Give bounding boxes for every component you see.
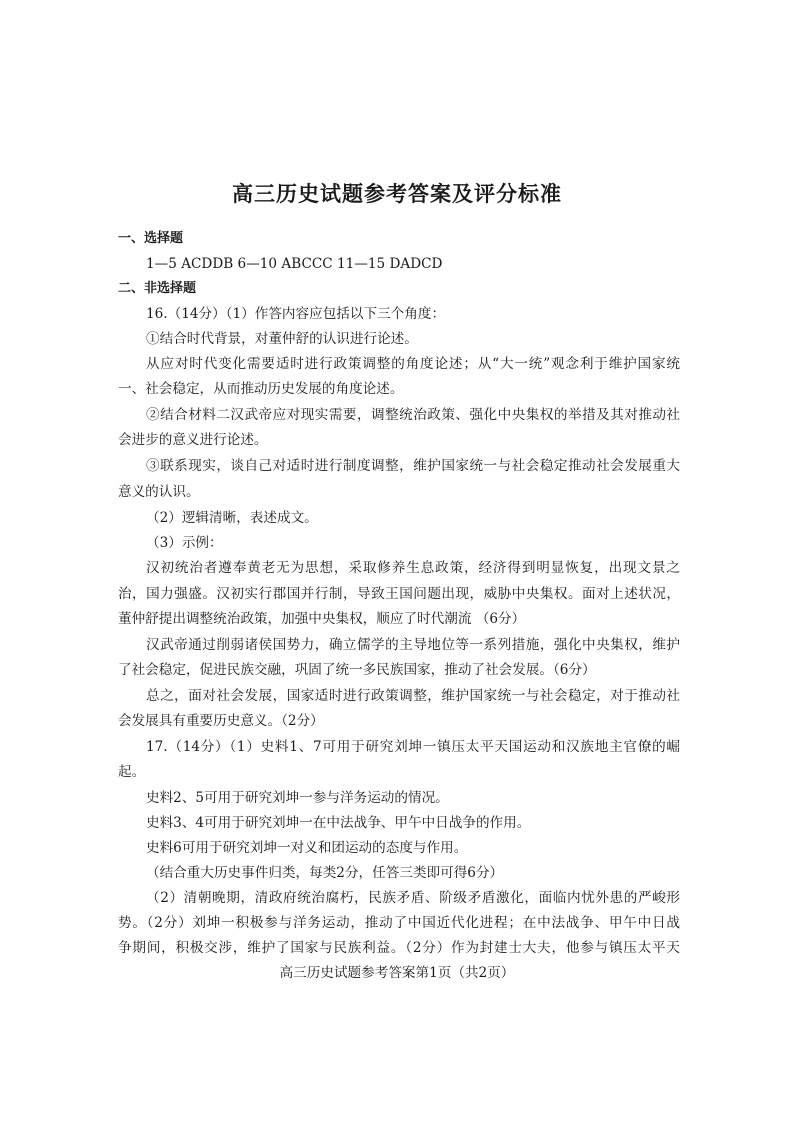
- answer-line: 史料6可用于研究刘坤一对义和团运动的态度与作用。: [146, 840, 468, 856]
- answer-line: ①结合时代背景，对董仲舒的认识进行论述。: [146, 331, 418, 347]
- answer-line: 了社会稳定，促进民族交融，巩固了统一多民族国家，推动了社会发展。（6分）: [118, 662, 596, 678]
- answer-line: 意义的认识。: [118, 484, 200, 500]
- answer-line: 会发展具有重要历史意义。（2分）: [118, 713, 324, 729]
- answer-line: 董仲舒提出调整统治政策，加强中央集权，顺应了时代潮流 （6分）: [118, 611, 526, 627]
- answer-line: 史料2、5可用于研究刘坤一参与洋务运动的情况。: [146, 790, 449, 806]
- answer-line: 争期间，积极交涉，维护了国家与民族利益。（2分）作为封建士大夫，他参与镇压太平天: [118, 940, 680, 956]
- answer-line: 汉初统治者遵奉黄老无为思想，采取修养生息政策，经济得到明显恢复，出现文景之: [146, 560, 680, 576]
- section-heading-nonchoice: 二、非选择题: [118, 281, 197, 296]
- answer-line: 会进步的意义进行论述。: [118, 432, 268, 448]
- answer-line: ③联系现实，谈自己对适时进行制度调整，维护国家统一与社会稳定推动社会发展重大: [146, 458, 680, 474]
- answer-line: 17.（14分）（1）史料1、7可用于研究刘坤一镇压太平天国运动和汉族地主官僚的崛: [146, 739, 680, 755]
- answer-line: 一、社会稳定，从而推动历史发展的角度论述。: [118, 381, 404, 397]
- answer-line: ②结合材料二汉武帝应对现实需要，调整统治政策、强化中央集权的举措及其对推动社: [146, 407, 680, 423]
- page-title: 高三历史试题参考答案及评分标准: [232, 182, 562, 206]
- choice-answers: 1—5 ACDDB 6—10 ABCCC 11—15 DADCD: [146, 256, 443, 272]
- answer-line: 汉武帝通过削弱诸侯国势力，确立儒学的主导地位等一系列措施，强化中央集权，维护: [146, 637, 680, 653]
- answer-line: 治，国力强盛。汉初实行郡国并行制，导致王国问题出现，威胁中央集权。面对上述状况，: [118, 586, 680, 602]
- answer-line: 起。: [118, 764, 146, 780]
- answer-line: （3）示例：: [146, 535, 223, 551]
- answer-line: 16.（14分）（1）作答内容应包括以下三个角度：: [146, 306, 446, 322]
- answer-line: 势。（2分）刘坤一积极参与洋务运动，推动了中国近代化进程；在中法战争、甲午中日战: [118, 915, 680, 931]
- answer-line: 从应对时代变化需要适时进行政策调整的角度论述；从“大一统”观念利于维护国家统: [146, 356, 680, 372]
- answer-line: （2）清朝晚期，清政府统治腐朽，民族矛盾、阶级矛盾激化，面临内忧外患的严峻形: [146, 890, 680, 906]
- answer-line: （结合重大历史事件归类，每类2分，任答三类即可得6分）: [146, 865, 504, 881]
- answer-line: 史料3、4可用于研究刘坤一在中法战争、甲午中日战争的作用。: [146, 815, 531, 831]
- answer-line: 总之，面对社会发展，国家适时进行政策调整，维护国家统一与社会稳定，对于推动社: [146, 688, 680, 704]
- answer-line: （2）逻辑清晰，表述成文。: [146, 510, 318, 526]
- section-heading-choice: 一、选择题: [118, 231, 184, 246]
- page-footer: 高三历史试题参考答案第1页（共2页）: [279, 965, 515, 981]
